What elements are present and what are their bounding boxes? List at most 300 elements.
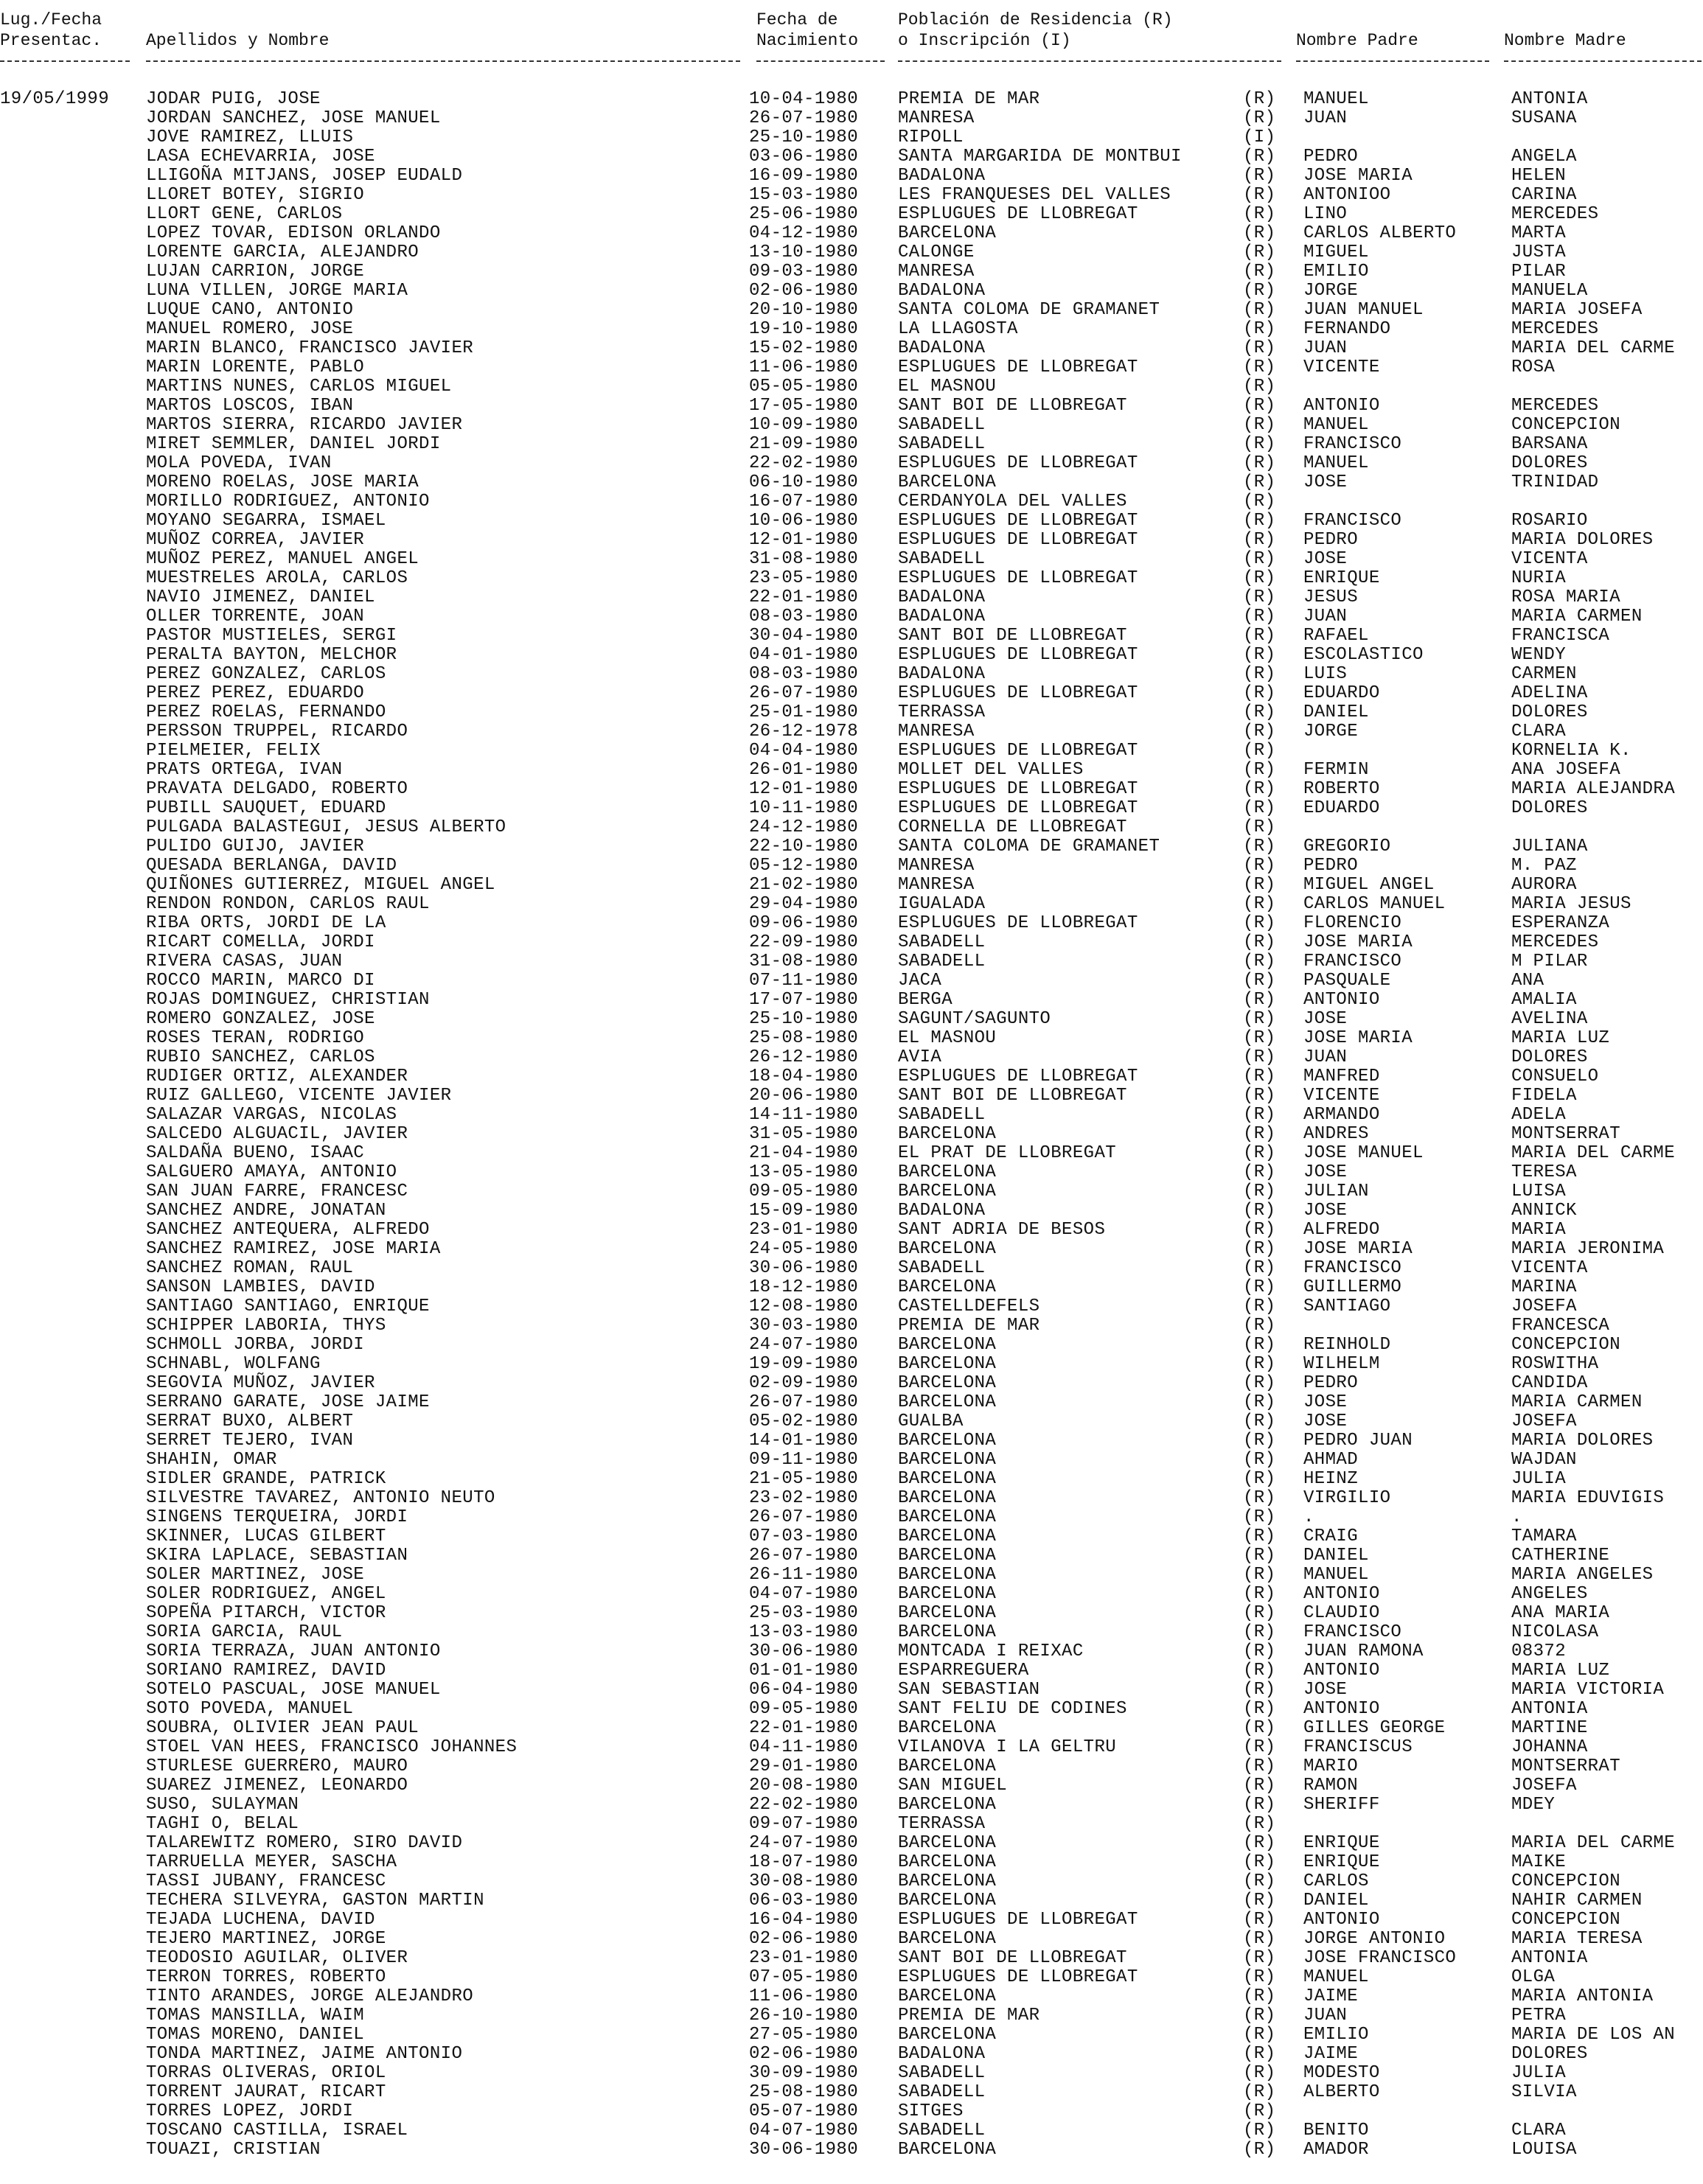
row-nombre-madre: WAJDAN: [1511, 1450, 1577, 1470]
row-apellidos-nombre: LORENTE GARCIA, ALEJANDRO: [146, 243, 419, 262]
row-apellidos-nombre: MARTOS LOSCOS, IBAN: [146, 396, 354, 416]
row-nombre-madre: VICENTA: [1511, 1258, 1588, 1278]
row-fecha-nacimiento: 18-04-1980: [749, 1067, 859, 1086]
row-poblacion: BADALONA: [898, 1201, 986, 1221]
table-row: [0, 1681, 1703, 1700]
row-nombre-madre: LOUISA: [1511, 2140, 1577, 2160]
row-fecha-nacimiento: 26-11-1980: [749, 1565, 859, 1585]
row-residencia-inscripcion: (R): [1243, 856, 1276, 876]
row-poblacion: SANT BOI DE LLOBREGAT: [898, 396, 1127, 416]
row-nombre-madre: OLGA: [1511, 1967, 1556, 1987]
table-row: [0, 991, 1703, 1010]
header-rule: [756, 60, 885, 62]
row-nombre-madre: HELEN: [1511, 166, 1567, 186]
row-nombre-madre: CANDIDA: [1511, 1373, 1588, 1393]
row-fecha-nacimiento: 26-07-1980: [749, 108, 859, 128]
row-fecha-nacimiento: 13-05-1980: [749, 1162, 859, 1182]
row-apellidos-nombre: ROMERO GONZALEZ, JOSE: [146, 1009, 375, 1029]
row-nombre-madre: FRANCISCA: [1511, 626, 1610, 646]
row-nombre-padre: VIRGILIO: [1303, 1488, 1391, 1508]
row-fecha-nacimiento: 26-07-1980: [749, 1392, 859, 1412]
row-apellidos-nombre: SANCHEZ RAMIREZ, JOSE MARIA: [146, 1239, 441, 1259]
row-poblacion: SABADELL: [898, 1105, 986, 1125]
row-nombre-madre: ANTONIA: [1511, 1948, 1588, 1968]
row-fecha-nacimiento: 23-01-1980: [749, 1948, 859, 1968]
row-fecha-nacimiento: 01-01-1980: [749, 1661, 859, 1681]
row-nombre-padre: MANUEL: [1303, 1565, 1369, 1585]
row-poblacion: SABADELL: [898, 1258, 986, 1278]
row-poblacion: SANT FELIU DE CODINES: [898, 1699, 1127, 1719]
row-nombre-madre: MARIA CARMEN: [1511, 607, 1643, 627]
row-apellidos-nombre: SALAZAR VARGAS, NICOLAS: [146, 1105, 397, 1125]
row-nombre-madre: TAMARA: [1511, 1527, 1577, 1546]
row-apellidos-nombre: SANCHEZ ROMAN, RAUL: [146, 1258, 354, 1278]
row-residencia-inscripcion: (R): [1243, 1412, 1276, 1431]
row-apellidos-nombre: LUQUE CANO, ANTONIO: [146, 300, 354, 320]
row-fecha-nacimiento: 02-06-1980: [749, 1929, 859, 1949]
row-fecha-nacimiento: 31-08-1980: [749, 952, 859, 971]
row-residencia-inscripcion: (R): [1243, 1009, 1276, 1029]
row-nombre-madre: CLARA: [1511, 722, 1567, 742]
row-nombre-padre: JOSE MARIA: [1303, 1239, 1413, 1259]
row-apellidos-nombre: SOTO POVEDA, MANUEL: [146, 1699, 354, 1719]
row-apellidos-nombre: TAGHI O, BELAL: [146, 1814, 299, 1834]
row-residencia-inscripcion: (R): [1243, 645, 1276, 665]
row-fecha-nacimiento: 18-12-1980: [749, 1277, 859, 1297]
row-apellidos-nombre: MARIN BLANCO, FRANCISCO JAVIER: [146, 338, 474, 358]
row-fecha-nacimiento: 30-08-1980: [749, 1871, 859, 1891]
row-nombre-padre: ANTONIOO: [1303, 185, 1391, 205]
row-residencia-inscripcion: (R): [1243, 722, 1276, 742]
table-row: [0, 550, 1703, 569]
row-apellidos-nombre: SINGENS TERQUEIRA, JORDI: [146, 1507, 408, 1527]
row-nombre-padre: ESCOLASTICO: [1303, 645, 1424, 665]
row-apellidos-nombre: TEJADA LUCHENA, DAVID: [146, 1910, 375, 1930]
row-residencia-inscripcion: (R): [1243, 1756, 1276, 1776]
table-row: [0, 607, 1703, 627]
row-poblacion: BARCELONA: [898, 1507, 997, 1527]
table-row: [0, 952, 1703, 971]
row-poblacion: MANRESA: [898, 108, 975, 128]
row-poblacion: BADALONA: [898, 607, 986, 627]
row-residencia-inscripcion: (R): [1243, 702, 1276, 722]
row-poblacion: MANRESA: [898, 722, 975, 742]
row-nombre-padre: MANUEL: [1303, 453, 1369, 473]
row-nombre-madre: CONCEPCION: [1511, 1910, 1621, 1930]
row-poblacion: PREMIA DE MAR: [898, 2006, 1040, 2026]
header-rule: [146, 60, 740, 62]
row-fecha-nacimiento: 09-05-1980: [749, 1699, 859, 1719]
row-apellidos-nombre: LUNA VILLEN, JORGE MARIA: [146, 281, 408, 301]
row-residencia-inscripcion: (R): [1243, 1297, 1276, 1316]
table-row: [0, 1949, 1703, 1968]
table-row: [0, 1029, 1703, 1048]
row-apellidos-nombre: LUJAN CARRION, JORGE: [146, 262, 365, 282]
row-nombre-madre: MARIA TERESA: [1511, 1929, 1643, 1949]
row-fecha-nacimiento: 17-07-1980: [749, 990, 859, 1010]
row-nombre-madre: MDEY: [1511, 1795, 1556, 1815]
row-residencia-inscripcion: (R): [1243, 185, 1276, 205]
table-row: [0, 1527, 1703, 1546]
row-poblacion: BARCELONA: [898, 1162, 997, 1182]
row-nombre-madre: TRINIDAD: [1511, 472, 1599, 492]
row-residencia-inscripcion: (R): [1243, 204, 1276, 224]
row-poblacion: LA LLAGOSTA: [898, 319, 1018, 339]
table-row: [0, 722, 1703, 742]
row-fecha-nacimiento: 31-08-1980: [749, 549, 859, 569]
row-apellidos-nombre: SHAHIN, OMAR: [146, 1450, 277, 1470]
row-fecha-nacimiento: 31-05-1980: [749, 1124, 859, 1144]
row-nombre-madre: ROSA: [1511, 357, 1556, 377]
row-apellidos-nombre: MARTINS NUNES, CARLOS MIGUEL: [146, 377, 452, 397]
row-residencia-inscripcion: (R): [1243, 319, 1276, 339]
table-row: [0, 531, 1703, 550]
row-nombre-madre: PILAR: [1511, 262, 1567, 282]
row-residencia-inscripcion: (R): [1243, 798, 1276, 818]
row-nombre-madre: JULIANA: [1511, 837, 1588, 856]
row-nombre-padre: MANUEL: [1303, 89, 1369, 109]
table-row: [0, 1125, 1703, 1144]
row-poblacion: TERRASSA: [898, 702, 986, 722]
row-nombre-padre: PEDRO: [1303, 856, 1359, 876]
table-row: [0, 665, 1703, 684]
row-apellidos-nombre: MARIN LORENTE, PABLO: [146, 357, 365, 377]
row-residencia-inscripcion: (R): [1243, 1488, 1276, 1508]
row-nombre-padre: DANIEL: [1303, 702, 1369, 722]
row-fecha-nacimiento: 18-07-1980: [749, 1852, 859, 1872]
table-row: [0, 339, 1703, 358]
row-nombre-padre: REINHOLD: [1303, 1335, 1391, 1355]
table-row: [0, 971, 1703, 991]
table-row: [0, 1259, 1703, 1278]
row-nombre-padre: LUIS: [1303, 664, 1348, 684]
row-nombre-madre: ROSA MARIA: [1511, 587, 1621, 607]
row-apellidos-nombre: TONDA MARTINEZ, JAIME ANTONIO: [146, 2044, 463, 2064]
row-residencia-inscripcion: (R): [1243, 1373, 1276, 1393]
row-residencia-inscripcion: (R): [1243, 1776, 1276, 1796]
row-nombre-padre: JOSE: [1303, 1009, 1348, 1029]
table-row: [0, 397, 1703, 416]
table-row: [0, 167, 1703, 186]
row-nombre-padre: JOSE MARIA: [1303, 932, 1413, 952]
row-fecha-nacimiento: 15-03-1980: [749, 185, 859, 205]
table-row: [0, 147, 1703, 167]
row-nombre-madre: MARIA DEL CARME: [1511, 1143, 1676, 1163]
row-nombre-padre: CARLOS: [1303, 1871, 1369, 1891]
row-poblacion: MANRESA: [898, 262, 975, 282]
row-residencia-inscripcion: (R): [1243, 1239, 1276, 1259]
table-row: [0, 2141, 1703, 2160]
row-residencia-inscripcion: (R): [1243, 1124, 1276, 1144]
row-nombre-padre: FRANCISCO: [1303, 1622, 1402, 1642]
row-residencia-inscripcion: (R): [1243, 2025, 1276, 2045]
row-fecha-nacimiento: 04-07-1980: [749, 1584, 859, 1604]
row-nombre-madre: JULIA: [1511, 2063, 1567, 2083]
row-nombre-padre: MANUEL: [1303, 1967, 1369, 1987]
row-apellidos-nombre: MORILLO RODRIGUEZ, ANTONIO: [146, 492, 430, 512]
row-nombre-padre: ARMANDO: [1303, 1105, 1380, 1125]
row-apellidos-nombre: LASA ECHEVARRIA, JOSE: [146, 147, 375, 167]
row-fecha-nacimiento: 25-10-1980: [749, 128, 859, 147]
row-residencia-inscripcion: (R): [1243, 434, 1276, 454]
row-fecha-nacimiento: 14-11-1980: [749, 1105, 859, 1125]
row-nombre-madre: MARIA CARMEN: [1511, 1392, 1643, 1412]
row-fecha-nacimiento: 23-05-1980: [749, 568, 859, 588]
row-nombre-madre: MARIA DOLORES: [1511, 530, 1654, 550]
table-row: [0, 1278, 1703, 1297]
header-rule: [898, 60, 1281, 62]
row-nombre-madre: ADELA: [1511, 1105, 1567, 1125]
row-poblacion: BARCELONA: [898, 1124, 997, 1144]
row-poblacion: BARCELONA: [898, 1891, 997, 1911]
row-residencia-inscripcion: (R): [1243, 530, 1276, 550]
row-fecha-nacimiento: 19-09-1980: [749, 1354, 859, 1374]
row-apellidos-nombre: JOVE RAMIREZ, LLUIS: [146, 128, 354, 147]
row-residencia-inscripcion: (R): [1243, 377, 1276, 397]
row-apellidos-nombre: RIVERA CASAS, JUAN: [146, 952, 343, 971]
row-nombre-padre: JUAN: [1303, 338, 1348, 358]
row-nombre-padre: DANIEL: [1303, 1546, 1369, 1566]
row-poblacion: BARCELONA: [898, 1986, 997, 2006]
row-apellidos-nombre: QUIÑONES GUTIERREZ, MIGUEL ANGEL: [146, 875, 495, 895]
row-nombre-madre: CATHERINE: [1511, 1546, 1610, 1566]
row-poblacion: SABADELL: [898, 2121, 986, 2141]
row-apellidos-nombre: JODAR PUIG, JOSE: [146, 89, 321, 109]
table-row: [0, 1201, 1703, 1221]
row-apellidos-nombre: SKIRA LAPLACE, SEBASTIAN: [146, 1546, 408, 1566]
row-residencia-inscripcion: (R): [1243, 1584, 1276, 1604]
row-nombre-madre: JOHANNA: [1511, 1737, 1588, 1757]
row-apellidos-nombre: SERRANO GARATE, JOSE JAIME: [146, 1392, 430, 1412]
row-nombre-padre: FERNANDO: [1303, 319, 1391, 339]
row-fecha-nacimiento: 24-12-1980: [749, 817, 859, 837]
row-nombre-padre: FRANCISCO: [1303, 434, 1402, 454]
row-poblacion: JACA: [898, 971, 942, 991]
row-nombre-padre: RAFAEL: [1303, 626, 1369, 646]
row-apellidos-nombre: PERALTA BAYTON, MELCHOR: [146, 645, 397, 665]
table-row: [0, 1757, 1703, 1776]
row-nombre-padre: JUAN: [1303, 1047, 1348, 1067]
row-fecha-nacimiento: 24-07-1980: [749, 1833, 859, 1853]
table-row: [0, 416, 1703, 435]
row-fecha-nacimiento: 10-06-1980: [749, 511, 859, 531]
row-nombre-padre: .: [1303, 1507, 1314, 1527]
row-poblacion: ESPLUGUES DE LLOBREGAT: [898, 1910, 1138, 1930]
row-residencia-inscripcion: (R): [1243, 1277, 1276, 1297]
row-nombre-padre: ROBERTO: [1303, 779, 1380, 799]
row-apellidos-nombre: TECHERA SILVEYRA, GASTON MARTIN: [146, 1891, 484, 1911]
row-apellidos-nombre: OLLER TORRENTE, JOAN: [146, 607, 365, 627]
row-nombre-madre: MARIA ANTONIA: [1511, 1986, 1654, 2006]
table-row: [0, 1661, 1703, 1681]
row-residencia-inscripcion: (R): [1243, 1737, 1276, 1757]
row-fecha-nacimiento: 23-02-1980: [749, 1488, 859, 1508]
row-residencia-inscripcion: (R): [1243, 1622, 1276, 1642]
row-poblacion: BADALONA: [898, 587, 986, 607]
row-residencia-inscripcion: (R): [1243, 243, 1276, 262]
row-fecha-nacimiento: 26-01-1980: [749, 760, 859, 780]
row-poblacion: LES FRANQUESES DEL VALLES: [898, 185, 1171, 205]
row-residencia-inscripcion: (R): [1243, 1680, 1276, 1700]
row-nombre-madre: MARIA VICTORIA: [1511, 1680, 1665, 1700]
row-nombre-madre: NICOLASA: [1511, 1622, 1599, 1642]
row-nombre-padre: CARLOS MANUEL: [1303, 894, 1446, 914]
row-apellidos-nombre: PULGADA BALASTEGUI, JESUS ALBERTO: [146, 817, 506, 837]
row-poblacion: ESPLUGUES DE LLOBREGAT: [898, 1967, 1138, 1987]
row-nombre-padre: FLORENCIO: [1303, 913, 1402, 933]
table-row: [0, 876, 1703, 895]
row-apellidos-nombre: RICART COMELLA, JORDI: [146, 932, 375, 952]
row-apellidos-nombre: SANTIAGO SANTIAGO, ENRIQUE: [146, 1297, 430, 1316]
row-poblacion: BARCELONA: [898, 1373, 997, 1393]
row-residencia-inscripcion: (R): [1243, 1258, 1276, 1278]
row-nombre-madre: MANUELA: [1511, 281, 1588, 301]
row-residencia-inscripcion: (R): [1243, 568, 1276, 588]
row-apellidos-nombre: SKINNER, LUCAS GILBERT: [146, 1527, 386, 1546]
table-row: [0, 780, 1703, 799]
row-poblacion: ESPLUGUES DE LLOBREGAT: [898, 683, 1138, 703]
row-residencia-inscripcion: (R): [1243, 626, 1276, 646]
row-apellidos-nombre: TORRENT JAURAT, RICART: [146, 2082, 386, 2102]
row-fecha-nacimiento: 15-09-1980: [749, 1201, 859, 1221]
row-poblacion: PREMIA DE MAR: [898, 1316, 1040, 1336]
row-apellidos-nombre: TERRON TORRES, ROBERTO: [146, 1967, 386, 1987]
table-row: [0, 1355, 1703, 1374]
table-row: [0, 377, 1703, 397]
row-nombre-madre: CONCEPCION: [1511, 415, 1621, 435]
row-apellidos-nombre: RUBIO SANCHEZ, CARLOS: [146, 1047, 375, 1067]
row-residencia-inscripcion: (R): [1243, 837, 1276, 856]
row-nombre-padre: FRANCISCO: [1303, 1258, 1402, 1278]
row-poblacion: AVIA: [898, 1047, 942, 1067]
row-nombre-padre: ENRIQUE: [1303, 568, 1380, 588]
row-nombre-padre: MARIO: [1303, 1756, 1359, 1776]
row-nombre-padre: ANTONIO: [1303, 396, 1380, 416]
table-row: [0, 2064, 1703, 2083]
row-poblacion: BARCELONA: [898, 1450, 997, 1470]
row-apellidos-nombre: SERRET TEJERO, IVAN: [146, 1431, 354, 1451]
row-nombre-padre: JORGE ANTONIO: [1303, 1929, 1446, 1949]
row-residencia-inscripcion: (R): [1243, 223, 1276, 243]
row-fecha-nacimiento: 29-01-1980: [749, 1756, 859, 1776]
row-fecha-nacimiento: 21-05-1980: [749, 1469, 859, 1489]
row-nombre-padre: PASQUALE: [1303, 971, 1391, 991]
row-fecha-nacimiento: 26-07-1980: [749, 1546, 859, 1566]
table-row: [0, 1911, 1703, 1930]
row-poblacion: BARCELONA: [898, 1469, 997, 1489]
row-apellidos-nombre: STURLESE GUERRERO, MAURO: [146, 1756, 408, 1776]
row-fecha-nacimiento: 04-07-1980: [749, 2121, 859, 2141]
row-nombre-madre: DOLORES: [1511, 1047, 1588, 1067]
table-row: [0, 933, 1703, 952]
row-fecha-nacimiento: 22-10-1980: [749, 837, 859, 856]
row-poblacion: BADALONA: [898, 166, 986, 186]
table-row: [0, 837, 1703, 856]
row-nombre-madre: AMALIA: [1511, 990, 1577, 1010]
row-residencia-inscripcion: (R): [1243, 683, 1276, 703]
row-residencia-inscripcion: (R): [1243, 166, 1276, 186]
row-nombre-padre: CARLOS ALBERTO: [1303, 223, 1457, 243]
row-nombre-padre: JESUS: [1303, 587, 1359, 607]
row-poblacion: CERDANYOLA DEL VALLES: [898, 492, 1127, 512]
row-poblacion: ESPLUGUES DE LLOBREGAT: [898, 913, 1138, 933]
row-poblacion: EL MASNOU: [898, 377, 997, 397]
table-row: [0, 1393, 1703, 1412]
table-row: [0, 1106, 1703, 1125]
row-apellidos-nombre: NAVIO JIMENEZ, DANIEL: [146, 587, 375, 607]
row-poblacion: BARCELONA: [898, 1871, 997, 1891]
row-nombre-padre: GILLES GEORGE: [1303, 1718, 1446, 1738]
row-apellidos-nombre: ROSES TERAN, RODRIGO: [146, 1028, 365, 1048]
row-apellidos-nombre: SALCEDO ALGUACIL, JAVIER: [146, 1124, 408, 1144]
row-poblacion: SANT BOI DE LLOBREGAT: [898, 626, 1127, 646]
row-nombre-padre: FRANCISCO: [1303, 511, 1402, 531]
row-fecha-nacimiento: 07-11-1980: [749, 971, 859, 991]
row-nombre-padre: JUAN: [1303, 108, 1348, 128]
row-apellidos-nombre: TOMAS MORENO, DANIEL: [146, 2025, 365, 2045]
row-apellidos-nombre: ROJAS DOMINGUEZ, CHRISTIAN: [146, 990, 430, 1010]
row-fecha-nacimiento: 22-01-1980: [749, 1718, 859, 1738]
table-row: [0, 2006, 1703, 2026]
row-nombre-padre: GUILLERMO: [1303, 1277, 1402, 1297]
table-row: [0, 627, 1703, 646]
row-nombre-padre: JOSE MANUEL: [1303, 1143, 1424, 1163]
row-poblacion: SABADELL: [898, 932, 986, 952]
row-fecha-nacimiento: 13-03-1980: [749, 1622, 859, 1642]
row-fecha-nacimiento: 09-05-1980: [749, 1182, 859, 1201]
row-residencia-inscripcion: (I): [1243, 128, 1276, 147]
row-fecha-nacimiento: 30-03-1980: [749, 1316, 859, 1336]
row-nombre-padre: MANFRED: [1303, 1067, 1380, 1086]
row-nombre-madre: ANNICK: [1511, 1201, 1577, 1221]
row-nombre-madre: MARINA: [1511, 1277, 1577, 1297]
row-poblacion: BARCELONA: [898, 1565, 997, 1585]
table-row: [0, 1987, 1703, 2006]
row-nombre-padre: JAIME: [1303, 1986, 1359, 2006]
row-fecha-nacimiento: 05-05-1980: [749, 377, 859, 397]
row-fecha-nacimiento: 13-10-1980: [749, 243, 859, 262]
row-fecha-nacimiento: 12-01-1980: [749, 530, 859, 550]
row-nombre-madre: VICENTA: [1511, 549, 1588, 569]
row-nombre-madre: MARIA JERONIMA: [1511, 1239, 1665, 1259]
row-poblacion: MONTCADA I REIXAC: [898, 1642, 1084, 1661]
row-fecha-nacimiento: 10-11-1980: [749, 798, 859, 818]
row-poblacion: BARCELONA: [898, 1929, 997, 1949]
row-residencia-inscripcion: (R): [1243, 1182, 1276, 1201]
row-apellidos-nombre: PERSSON TRUPPEL, RICARDO: [146, 722, 408, 742]
row-nombre-madre: AVELINA: [1511, 1009, 1588, 1029]
row-nombre-padre: CLAUDIO: [1303, 1603, 1380, 1623]
row-residencia-inscripcion: (R): [1243, 1105, 1276, 1125]
registry-table: [0, 90, 1703, 2160]
row-apellidos-nombre: QUESADA BERLANGA, DAVID: [146, 856, 397, 876]
header-lug-fecha: Lug./Fecha: [0, 10, 102, 29]
row-nombre-madre: MERCEDES: [1511, 319, 1599, 339]
row-fecha-nacimiento: 22-02-1980: [749, 453, 859, 473]
row-nombre-madre: JOSEFA: [1511, 1297, 1577, 1316]
row-nombre-madre: JULIA: [1511, 1469, 1567, 1489]
row-nombre-madre: JOSEFA: [1511, 1412, 1577, 1431]
row-nombre-padre: ANTONIO: [1303, 1661, 1380, 1681]
row-apellidos-nombre: TARRUELLA MEYER, SASCHA: [146, 1852, 397, 1872]
row-nombre-padre: ENRIQUE: [1303, 1852, 1380, 1872]
row-apellidos-nombre: ROCCO MARIN, MARCO DI: [146, 971, 375, 991]
row-apellidos-nombre: TOSCANO CASTILLA, ISRAEL: [146, 2121, 408, 2141]
row-fecha-nacimiento: 03-06-1980: [749, 147, 859, 167]
row-fecha-nacimiento: 23-01-1980: [749, 1220, 859, 1240]
row-residencia-inscripcion: (R): [1243, 971, 1276, 991]
row-poblacion: SANT BOI DE LLOBREGAT: [898, 1948, 1127, 1968]
